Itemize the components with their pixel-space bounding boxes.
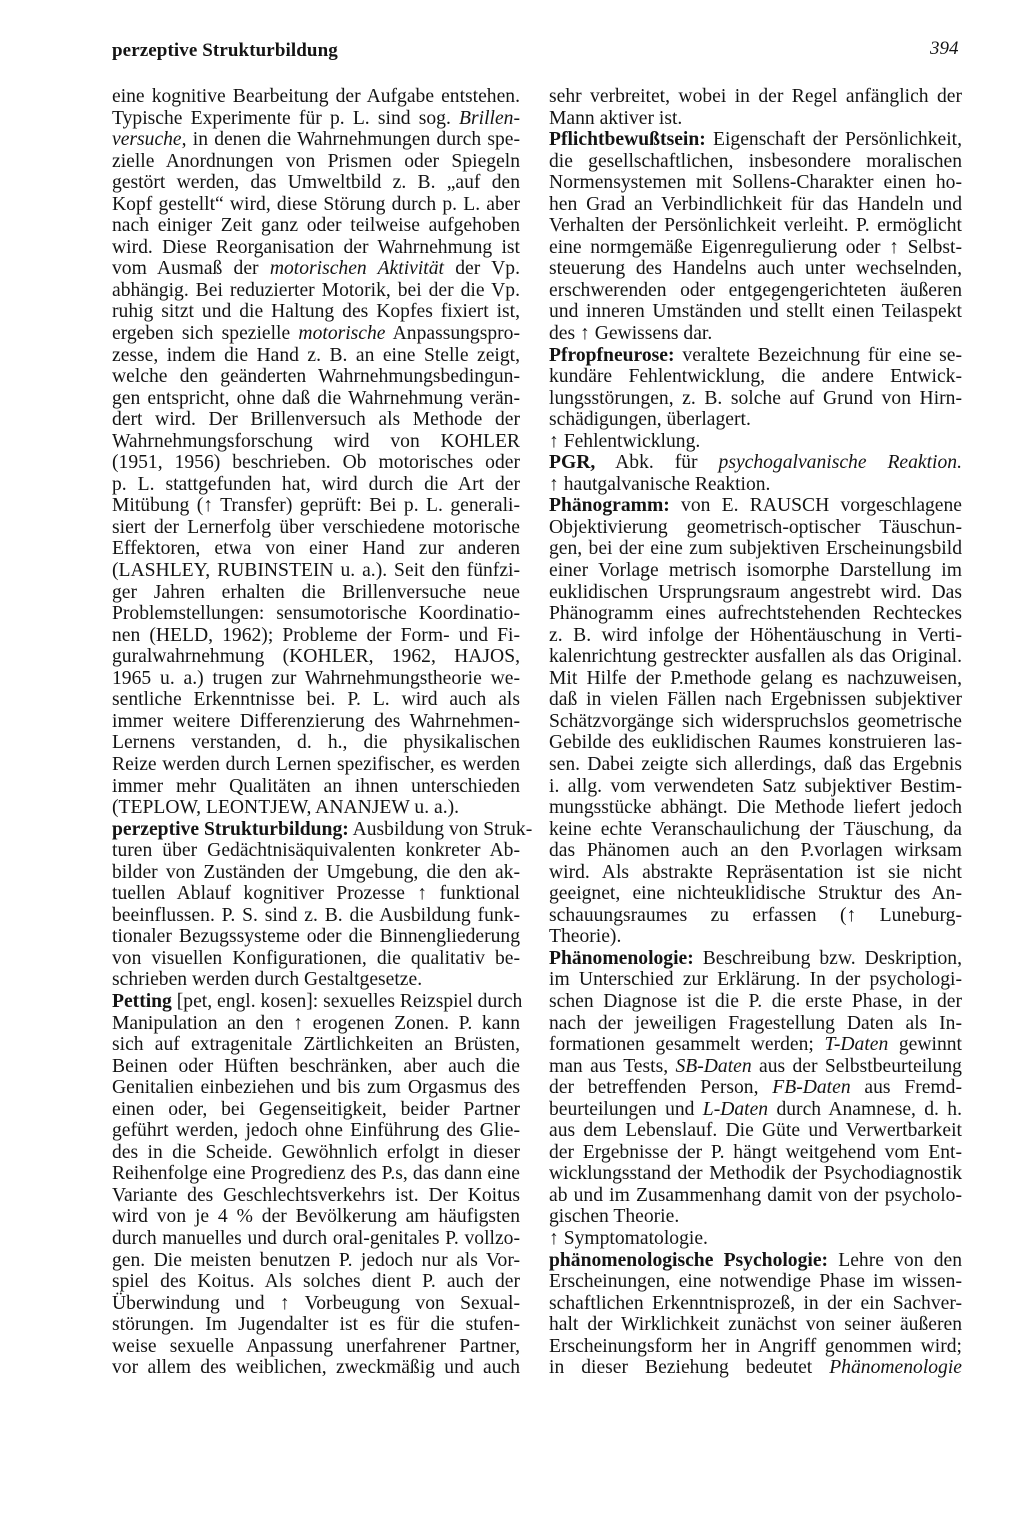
text-run: (TEPLOW, LEONTJEW, ANANJEW u. a.).	[112, 797, 460, 819]
text-run: Überwindung und ↑ Vorbeugung von Sexual-	[112, 1292, 520, 1314]
text-run: euklidischen Ursprungsraum angestrebt wird. Das	[549, 581, 962, 603]
text-line	[112, 517, 520, 539]
entry-headword: Petting	[112, 990, 172, 1012]
text-line	[112, 345, 520, 367]
entry-headword: phänomenologische Psychologie:	[549, 1249, 829, 1271]
text-run: Phänogramm eines aufrechtstehenden Rechteckes	[549, 603, 962, 625]
text-line	[549, 474, 962, 496]
text-line	[549, 1206, 962, 1228]
text-line	[549, 237, 962, 259]
text-line	[549, 431, 962, 453]
italic-term: T-Daten	[824, 1034, 889, 1056]
text-run: ↑ hautgalvanische Reaktion.	[549, 473, 771, 495]
text-run: kalenrichtung gestreckter ausfallen als das Original.	[549, 646, 962, 668]
text-line	[549, 603, 962, 625]
text-run: (LASHLEY, RUBINSTEIN u. a.). Seit den fünfzi-	[112, 560, 520, 582]
text-line	[112, 711, 520, 733]
text-run: aus der Selbstbeurteilung	[751, 1055, 962, 1077]
text-run: Mitübung (↑ Transfer) geprüft: Bei p. L. generali-	[112, 495, 520, 517]
text-line	[112, 1013, 520, 1035]
page-number: 394	[930, 38, 959, 59]
text-run: gen, bei der eine zum subjektiven Erscheinungsbild	[549, 538, 962, 560]
text-line	[112, 1163, 520, 1185]
text-run: tuellen Ablauf kognitiver Prozesse ↑ funktional	[112, 883, 520, 905]
text-line	[112, 194, 520, 216]
text-run: Typische Experimente für p. L. sind sog.	[112, 107, 460, 129]
text-line	[112, 1271, 520, 1293]
text-line	[549, 1314, 962, 1336]
text-line	[549, 388, 962, 410]
text-run: halt der Wirklichkeit zunächst von seiner äußeren	[549, 1314, 962, 1336]
text-run: daß in vielen Fällen nach Ergebnissen subjektiver	[549, 689, 962, 711]
text-run: keine echte Veranschaulichung der Täuschung, da	[549, 818, 962, 840]
text-run: eine normgemäße Eigenregulierung oder ↑ Selbst-	[549, 236, 962, 258]
text-line	[549, 517, 962, 539]
italic-term: L-Daten	[702, 1098, 769, 1120]
text-line	[112, 1120, 520, 1142]
text-run: der Vp.	[443, 258, 520, 280]
text-line	[549, 711, 962, 733]
text-run: ↑ Fehlentwicklung.	[549, 430, 701, 452]
text-run: von visuellen Konfigurationen, die qualitativ be-	[112, 947, 520, 969]
text-line	[112, 1206, 520, 1228]
italic-term: motorischen Aktivität	[269, 258, 444, 280]
text-line	[112, 151, 520, 173]
text-line	[112, 86, 520, 108]
text-line	[549, 1099, 962, 1121]
text-run: i. allg. vom verwendeten Satz subjektiver Bestim-	[549, 775, 962, 797]
text-run: 1965 u. a.) trugen zur Wahrnehmungstheorie we-	[112, 667, 520, 689]
text-run: einer Vorlage metrisch isomorphe Darstellung im	[549, 560, 962, 582]
text-run: ab und im Zusammenhang damit von der psycholo-	[549, 1184, 962, 1206]
text-run: einen oder, bei Gegenseitigkeit, beider Partner	[112, 1098, 520, 1120]
text-line	[112, 258, 520, 280]
text-line	[549, 948, 962, 970]
text-line	[112, 452, 520, 474]
text-run: mungsstücke abhängt. Die Methode liefert jedoch	[549, 797, 962, 819]
text-run: schaftlichen Erkenntnisprozeß, in der ein Sachver-	[549, 1292, 962, 1314]
text-run: Lehre von den	[828, 1249, 963, 1271]
text-run: gischen Theorie.	[549, 1206, 680, 1228]
text-run: siert der Lernerfolg über verschiedene motorische	[112, 516, 520, 538]
text-run: Wahrnehmungsforschung wird von KOHLER	[112, 430, 520, 452]
text-line	[549, 495, 962, 517]
text-run: Variante des Geschlechtsverkehrs ist. Der Koitus	[112, 1184, 520, 1206]
entry-headword: Pfropfneurose:	[549, 344, 675, 366]
text-run: das Phänomen auch an den P.vorlagen wirksam	[549, 840, 962, 862]
text-run: z. B. wird infolge der Höhentäuschung in Verti-	[549, 624, 962, 646]
text-line	[112, 1185, 520, 1207]
text-run: sentliche Erkenntnisse bei. P. L. wird auch als	[112, 689, 520, 711]
text-line	[549, 1034, 962, 1056]
text-line	[549, 1357, 962, 1379]
text-run: von E. RAUSCH vorgeschlagene	[669, 495, 962, 517]
text-run: spiel des Koitus. Als solches dient P. auch der	[112, 1271, 520, 1293]
text-line	[112, 1228, 520, 1250]
text-run: vom Ausmaß der	[112, 258, 270, 280]
text-line	[112, 625, 520, 647]
text-run: beurteilungen und	[549, 1098, 703, 1120]
text-line	[112, 668, 520, 690]
entry-headword: Phänogramm:	[549, 495, 670, 517]
text-line	[549, 668, 962, 690]
text-line	[112, 1293, 520, 1315]
text-run: sich auf extragenitale Zärtlichkeiten an Brüsten,	[112, 1034, 520, 1056]
text-run: der Ergebnisse der P. hängt weitgehend vom Ent-	[549, 1141, 962, 1163]
text-line	[549, 1185, 962, 1207]
running-title: perzeptive Strukturbildung	[112, 40, 338, 61]
text-line	[549, 991, 962, 1013]
text-line	[112, 560, 520, 582]
text-run: Erscheinungen, eine notwendige Phase im wissen-	[549, 1271, 962, 1293]
italic-term: versuche	[112, 129, 182, 151]
text-run: nach einiger Zeit ganz oder teilweise aufgehoben	[112, 215, 520, 237]
text-line	[549, 108, 962, 130]
text-line	[112, 474, 520, 496]
text-line	[112, 926, 520, 948]
text-line	[549, 797, 962, 819]
text-line	[112, 1056, 520, 1078]
text-line	[112, 754, 520, 776]
text-line	[549, 1120, 962, 1142]
text-run: Manipulation an den ↑ erogenen Zonen. P. kann	[112, 1012, 520, 1034]
text-line	[112, 301, 520, 323]
text-line	[112, 129, 520, 151]
text-run: Mit Hilfe der P.methode gelang es nachzuweisen,	[549, 667, 962, 689]
text-run: ger Jahren erhalten die Brillenversuche neue	[112, 581, 520, 603]
text-line	[549, 1228, 962, 1250]
text-line	[112, 689, 520, 711]
text-run: vor allem des weiblichen, zweckmäßig und auch	[112, 1357, 520, 1379]
text-run: Verhalten der Persönlichkeit verleiht. P. ermöglicht	[549, 215, 962, 237]
text-run: Lernens verstanden, d. h., die physikalischen	[112, 732, 520, 754]
text-line	[549, 345, 962, 367]
text-run: sehr verbreitet, wobei in der Regel anfänglich der	[549, 86, 962, 107]
text-run: bilder von Zuständen der Umgebung, die den ak-	[112, 861, 520, 883]
text-line	[549, 905, 962, 927]
text-line	[549, 1142, 962, 1164]
entry-headword: PGR,	[549, 452, 596, 474]
text-line	[112, 1314, 520, 1336]
text-run: beeinflussen. P. S. sind z. B. die Ausbildung funk-	[112, 904, 520, 926]
text-line	[112, 818, 533, 841]
text-run: p. L. stattgefunden hat, wird durch die Art der	[112, 473, 520, 495]
text-line	[549, 625, 962, 647]
entry-headword: Phänomenologie:	[549, 947, 694, 969]
text-column-left	[112, 86, 533, 1379]
text-line	[549, 1293, 962, 1315]
text-run: erschwerenden oder entgegengerichteten äußeren	[549, 279, 962, 301]
text-line	[549, 969, 962, 991]
text-run: schen Diagnose ist die P. die erste Phase, in der	[549, 990, 962, 1012]
text-run: dert wird. Der Brillenversuch als Methode der	[112, 409, 520, 431]
text-line	[549, 582, 962, 604]
text-line	[112, 776, 520, 798]
text-run: schauungsraumes zu erfassen (↑ Luneburg-	[549, 904, 962, 926]
text-run: nach der jeweiligen Fragestellung Daten als In-	[549, 1012, 962, 1034]
text-line	[549, 86, 962, 108]
text-line	[549, 776, 962, 798]
text-line	[549, 1056, 962, 1078]
text-run: des ↑ Gewissens dar.	[549, 323, 713, 345]
text-line	[549, 280, 962, 302]
text-run: immer mehr Qualitäten an ihnen unterschieden	[112, 775, 520, 797]
italic-term: Brillen-	[459, 107, 520, 129]
italic-term: Phänomenologie	[829, 1357, 962, 1379]
text-line	[112, 582, 520, 604]
text-run: abhängig. Bei reduzierter Motorik, bei der die Vp.	[112, 279, 520, 301]
text-run: hen Grad an Verbindlichkeit für das Handeln und	[549, 193, 962, 215]
text-line	[549, 883, 962, 905]
text-line	[112, 280, 520, 302]
text-line	[112, 1336, 520, 1358]
text-line	[112, 172, 520, 194]
text-line	[549, 258, 962, 280]
text-run: weise sexuelle Anpassung unerfahrener Partner,	[112, 1335, 520, 1357]
text-line	[549, 689, 962, 711]
text-run: störungen. Im Jugendalter ist es für die stufen-	[112, 1314, 520, 1336]
text-line	[112, 1099, 520, 1121]
text-run: formationen gesammelt werden;	[549, 1034, 825, 1056]
text-run: Objektivierung geometrisch-optischer Täuschun-	[549, 516, 962, 538]
text-line	[112, 366, 520, 388]
text-run: eine kognitive Bearbeitung der Aufgabe entstehen.	[112, 86, 520, 107]
text-line	[549, 1013, 962, 1035]
text-run: durch Anamnese, d. h.	[768, 1098, 962, 1120]
text-line	[112, 538, 520, 560]
text-run: nen (HELD, 1962); Probleme der Form- und Fi-	[112, 624, 520, 646]
text-run: Eigenschaft der Persönlichkeit,	[705, 129, 962, 151]
italic-term: motorische	[298, 323, 386, 345]
text-run: gen. Die meisten benutzen P. jedoch nur als Vor-	[112, 1249, 520, 1271]
text-run: kundäre Fehlentwicklung, die andere Entwick-	[549, 366, 962, 388]
text-run: Reize werden durch Lernen spezifischer, es werden	[112, 753, 520, 775]
text-run: Beschreibung bzw. Deskription,	[693, 947, 962, 969]
text-run: [pet, engl. kosen]: sexuelles Reizspiel durch	[171, 990, 523, 1012]
text-run: der betreffenden Person,	[549, 1077, 773, 1099]
text-run: schädigungen, überlagert.	[549, 409, 751, 431]
text-run: Kopf gestellt“ wird, diese Störung durch p. L. aber	[112, 193, 520, 215]
text-run: gen entspricht, ohne daß die Wahrnehmung verän-	[112, 387, 520, 409]
text-run: in dieser Beziehung bedeutet	[549, 1357, 830, 1379]
text-run: aus dem Lebenslauf. Die Güte und Verwertbarkeit	[549, 1120, 962, 1142]
text-line	[549, 840, 962, 862]
text-line	[112, 495, 520, 517]
text-line	[112, 797, 520, 819]
text-run: tionaler Bezugssysteme oder die Binnengliederung	[112, 926, 520, 948]
text-run: ↑ Symptomatologie.	[549, 1227, 708, 1249]
text-line	[549, 862, 962, 884]
text-line	[112, 388, 520, 410]
text-run: man aus Tests,	[549, 1055, 676, 1077]
text-line	[112, 323, 520, 345]
text-run: turen über Gedächtnisäquivalenten konkreter Ab-	[112, 840, 520, 862]
text-line	[549, 1077, 962, 1099]
text-run: ergeben sich spezielle	[112, 323, 299, 345]
text-line	[549, 452, 962, 474]
text-run: Mann aktiver ist.	[549, 107, 683, 129]
text-run: Beinen oder Hüften beschränken, aber auch die	[112, 1055, 520, 1077]
text-run: gewinnt	[888, 1034, 962, 1056]
text-run: Problemstellungen: sensumotorische Koordinatio-	[112, 603, 520, 625]
text-line	[112, 409, 520, 431]
text-run: Normensystemen mit Sollens-Charakter einen ho-	[549, 172, 962, 194]
text-run: die gesellschaftlichen, insbesondere moralischen	[549, 150, 962, 172]
text-line	[112, 1034, 520, 1056]
text-run: im Unterschied zur Erklärung. In der psychologi-	[549, 969, 962, 991]
text-line	[549, 194, 962, 216]
text-line	[549, 732, 962, 754]
text-run: geführt werden, jedoch ohne Einführung des Glie-	[112, 1120, 520, 1142]
text-line	[549, 323, 962, 345]
text-line	[549, 1250, 962, 1272]
italic-term: psychogalvanische Reaktion.	[718, 452, 962, 474]
text-line	[112, 883, 520, 905]
text-run: wird von je 4 % der Bevölkerung am häufigsten	[112, 1206, 520, 1228]
text-run: , in denen die Wahrnehmungen durch spe-	[181, 129, 520, 151]
text-run: guralwahrnehmung (KOHLER, 1962, HAJOS,	[112, 646, 520, 668]
italic-term: FB-Daten	[772, 1077, 851, 1099]
text-line	[549, 926, 962, 948]
text-line	[112, 1077, 520, 1099]
text-run: Effektoren, etwa von einer Hand zur anderen	[112, 538, 520, 560]
text-line	[112, 1142, 520, 1164]
text-run: Ausbildung von Struk-	[348, 818, 533, 840]
text-run: Abk. für	[595, 452, 719, 474]
text-line	[112, 862, 520, 884]
text-line	[112, 990, 523, 1013]
text-run: zesse, indem die Hand z. B. an eine Stelle zeigt,	[112, 344, 520, 366]
text-run: Schätzvorgänge sich widerspruchslos geometrische	[549, 710, 962, 732]
text-run: geeignet, eine nichteuklidische Struktur des An-	[549, 883, 962, 905]
text-run: wird. Als abstrakte Repräsentation ist sie nicht	[549, 861, 962, 883]
text-line	[549, 646, 962, 668]
text-run: zielle Anordnungen von Prismen oder Spiegeln	[112, 150, 520, 172]
text-run: (1951, 1956) beschrieben. Ob motorisches oder	[112, 452, 520, 474]
text-line	[112, 431, 520, 453]
text-line	[549, 1336, 962, 1358]
text-line	[549, 151, 962, 173]
text-line	[549, 215, 962, 237]
text-run: wicklungsstand der Methodik der Psychodiagnostik	[549, 1163, 962, 1185]
text-line	[112, 840, 520, 862]
text-line	[112, 646, 520, 668]
text-run: Genitalien einbeziehen und bis zum Orgasmus des	[112, 1077, 520, 1099]
text-line	[549, 129, 962, 151]
text-line	[112, 969, 520, 991]
text-line	[112, 1250, 520, 1272]
text-run: aus Fremd-	[850, 1077, 962, 1099]
text-run: schrieben werden durch Gestaltgesetze.	[112, 969, 423, 991]
text-run: Erscheinungsform her in Angriff genommen wird;	[549, 1335, 962, 1357]
text-run: ruhig sitzt und die Haltung des Kopfes fixiert ist,	[112, 301, 520, 323]
text-line	[112, 732, 520, 754]
text-line	[112, 237, 520, 259]
text-run: Theorie).	[549, 926, 622, 948]
text-line	[549, 366, 962, 388]
text-line	[549, 409, 962, 431]
text-line	[549, 172, 962, 194]
text-run: durch manuelles und durch oral-genitales P. vollzo-	[112, 1227, 520, 1249]
text-run: sen. Dabei zeigte sich allerdings, daß das Ergebnis	[549, 753, 962, 775]
text-column-right	[549, 86, 962, 1379]
text-line	[549, 1163, 962, 1185]
text-run: Reihenfolge eine Progredienz des P.s, das dann eine	[112, 1163, 520, 1185]
text-line	[112, 1357, 520, 1379]
text-run: steuerung des Handelns auch unter wechselnden,	[549, 258, 962, 280]
text-line	[112, 108, 520, 130]
text-line	[112, 905, 520, 927]
text-run: Anpassungspro-	[385, 323, 520, 345]
text-line	[112, 215, 520, 237]
text-line	[549, 538, 962, 560]
italic-term: SB-Daten	[675, 1055, 752, 1077]
text-run: immer weitere Differenzierung des Wahrnehmen-	[112, 710, 520, 732]
text-line	[112, 603, 520, 625]
text-line	[112, 948, 520, 970]
text-line	[549, 819, 962, 841]
entry-headword: Pflichtbewußtsein:	[549, 129, 706, 151]
text-run: welche den geänderten Wahrnehmungsbedingun-	[112, 366, 520, 388]
text-line	[549, 754, 962, 776]
text-run: und inneren Umständen und stellt einen Teilaspekt	[549, 301, 962, 323]
text-run: wird. Diese Reorganisation der Wahrnehmung ist	[112, 236, 520, 258]
text-run: veraltete Bezeichnung für eine se-	[674, 344, 962, 366]
text-run: des in die Scheide. Gewöhnlich erfolgt in dieser	[112, 1141, 520, 1163]
text-line	[549, 560, 962, 582]
text-run: Gebilde des euklidischen Raumes konstruieren las-	[549, 732, 962, 754]
text-line	[549, 301, 962, 323]
text-line	[549, 1271, 962, 1293]
text-run: gestört werden, das Umweltbild z. B. „auf den	[112, 172, 520, 194]
text-run: lungsstörungen, z. B. solche auf Grund von Hirn-	[549, 387, 962, 409]
entry-headword: perzeptive Strukturbildung:	[112, 818, 349, 840]
